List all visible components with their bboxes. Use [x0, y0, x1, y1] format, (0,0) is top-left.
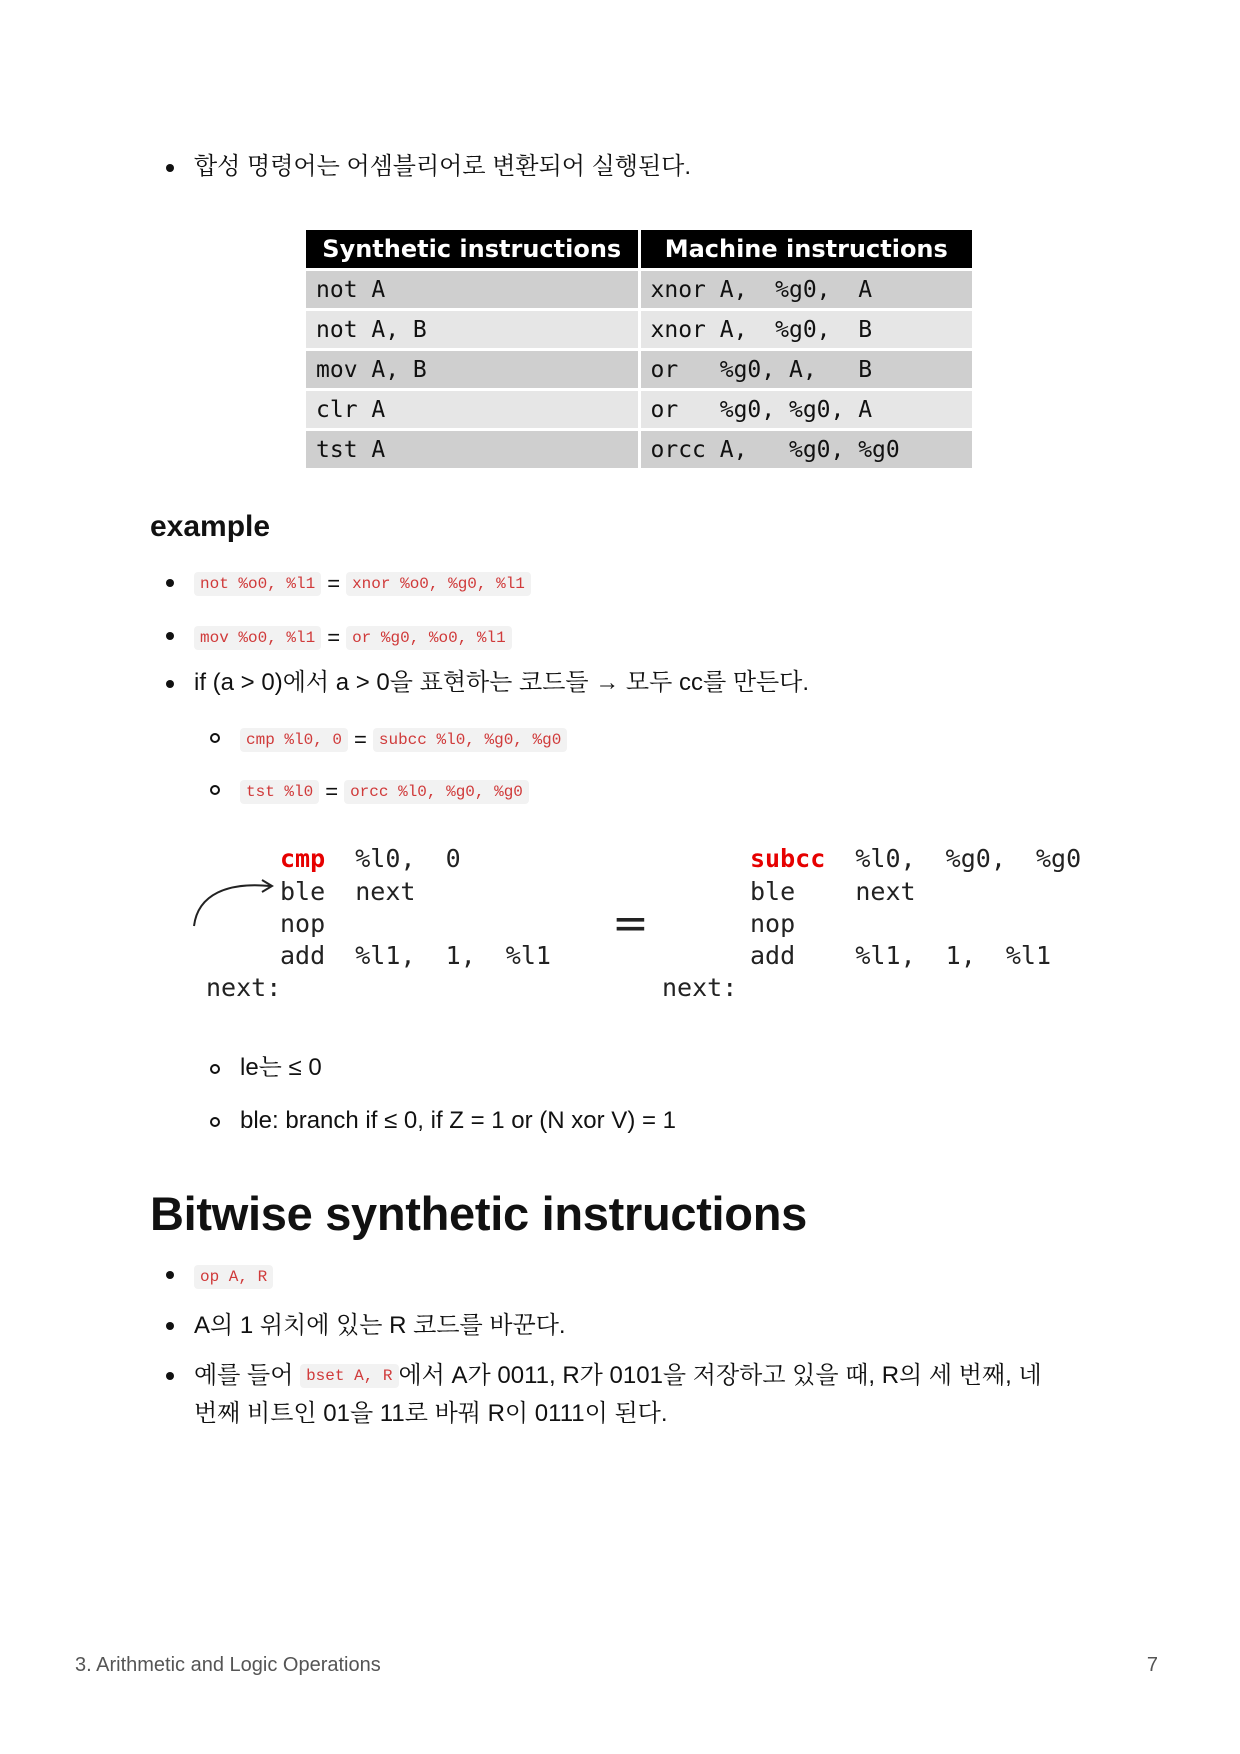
- example-prefix: 예를 들어: [194, 1362, 294, 1389]
- table-row: [306, 350, 972, 390]
- asm-right-line2: ble next: [750, 877, 916, 906]
- asm-left-line1: [280, 844, 461, 873]
- inline-code: orcc %l0, %g0, %g0: [344, 780, 529, 804]
- asm-args: %l0, %g0, %g0: [825, 844, 1082, 873]
- inline-code: mov %o0, %l1: [194, 626, 321, 650]
- equals-sign: =: [354, 727, 367, 752]
- asm-op-highlight: cmp: [280, 844, 326, 873]
- sub-bullet-ring: [210, 733, 220, 743]
- table-cell: or %g0, A, B: [639, 350, 972, 390]
- bullet-dot: [166, 1271, 174, 1279]
- bullet-dot: [166, 1372, 174, 1380]
- table-cell: not A: [306, 270, 639, 310]
- table-row: [306, 310, 972, 350]
- if-condition-text: if (a > 0)에서 a > 0을 표현하는 코드들 → 모두 cc를 만든다.: [194, 669, 810, 696]
- bullet-dot: [166, 164, 174, 172]
- bitwise-example: [194, 1358, 1094, 1397]
- asm-right-line1: [750, 844, 1081, 873]
- table-row: [306, 390, 972, 430]
- sub-example-item: [240, 722, 567, 761]
- sub-bullet-ring: [210, 785, 220, 795]
- table-header-synthetic: Synthetic instructions: [306, 230, 639, 270]
- equals-sign: =: [325, 779, 339, 804]
- example-item: [194, 620, 512, 659]
- table-cell: or %g0, %g0, A: [639, 390, 972, 430]
- inline-code: xnor %o0, %g0, %l1: [346, 572, 531, 596]
- inline-code: op A, R: [194, 1265, 273, 1289]
- asm-left-line2: ble next: [280, 877, 416, 906]
- asm-left-label: next:: [206, 973, 282, 1002]
- inline-code: tst %l0: [240, 780, 319, 804]
- asm-left-line4: add %l1, 1, %l1: [280, 941, 551, 970]
- section-title: Bitwise synthetic instructions: [150, 1187, 807, 1240]
- intro-text: 합성 명령어는 어셈블리어로 변환되어 실행된다.: [194, 153, 692, 180]
- equals-sign: =: [327, 625, 341, 650]
- note-le: le는 ≤ 0: [240, 1054, 322, 1081]
- asm-args: %l0, 0: [325, 844, 461, 873]
- sub-bullet-ring: [210, 1064, 220, 1074]
- table-cell: tst A: [306, 430, 639, 469]
- inline-code: or %g0, %o0, %l1: [346, 626, 512, 650]
- equals-sign: =: [327, 571, 341, 596]
- asm-right-label: next:: [662, 973, 738, 1002]
- branch-arrow-icon: [188, 874, 278, 930]
- example-heading: example: [150, 510, 271, 543]
- table-cell: mov A, B: [306, 350, 639, 390]
- page-number: 7: [1146, 1654, 1158, 1676]
- inline-code: bset A, R: [300, 1364, 398, 1388]
- bitwise-desc: A의 1 위치에 있는 R 코드를 바꾼다.: [194, 1312, 566, 1339]
- asm-equals: =: [612, 898, 649, 949]
- footer-chapter: 3. Arithmetic and Logic Operations: [75, 1654, 381, 1676]
- example-text: 에서 A가 0011, R가 0101을 저장하고 있을 때, R의 세 번째, 네: [398, 1362, 1042, 1389]
- table-cell: not A, B: [306, 310, 639, 350]
- table-cell: xnor A, %g0, A: [639, 270, 972, 310]
- bullet-dot: [166, 1322, 174, 1330]
- inline-code: cmp %l0, 0: [240, 728, 348, 752]
- sub-example-item: [240, 774, 529, 813]
- bullet-dot: [166, 632, 174, 640]
- synthetic-instructions-table: [306, 230, 972, 468]
- bullet-dot: [166, 680, 174, 688]
- asm-right-line4: add %l1, 1, %l1: [750, 941, 1052, 970]
- asm-left-line3: nop: [280, 909, 326, 938]
- inline-code: not %o0, %l1: [194, 572, 321, 596]
- table-cell: clr A: [306, 390, 639, 430]
- inline-code: subcc %l0, %g0, %g0: [373, 728, 567, 752]
- asm-right-line3: nop: [750, 909, 796, 938]
- table-row: [306, 270, 972, 310]
- table-cell: orcc A, %g0, %g0: [639, 430, 972, 469]
- asm-op-highlight: subcc: [750, 844, 826, 873]
- bitwise-code-item: [194, 1259, 273, 1298]
- table-row: [306, 430, 972, 469]
- note-ble: ble: branch if ≤ 0, if Z = 1 or (N xor V) = 1: [240, 1107, 677, 1134]
- example-item: [194, 566, 531, 605]
- table-header-machine: Machine instructions: [639, 230, 972, 270]
- table-cell: xnor A, %g0, B: [639, 310, 972, 350]
- bullet-dot: [166, 579, 174, 587]
- bitwise-example-line2: 번째 비트인 01을 11로 바꿔 R이 0111이 된다.: [194, 1400, 668, 1427]
- sub-bullet-ring: [210, 1117, 220, 1127]
